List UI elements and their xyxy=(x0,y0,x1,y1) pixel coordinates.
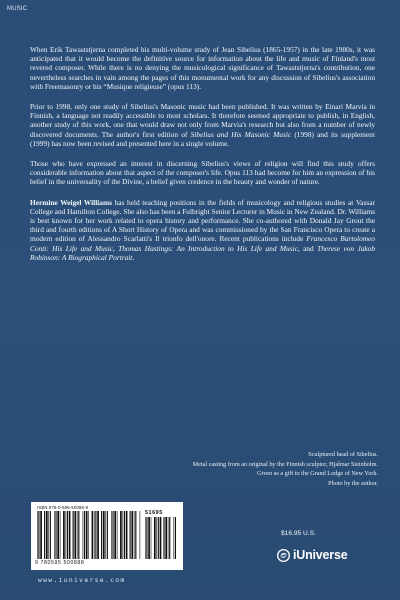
barcode-bar xyxy=(130,511,131,559)
barcode-bar xyxy=(168,517,169,559)
barcode-bar xyxy=(40,511,42,559)
caption-line: Photo by the author. xyxy=(328,479,378,487)
barcode-bar xyxy=(67,511,68,559)
publisher-url: www.iuniverse.com xyxy=(38,576,126,584)
barcode-bar xyxy=(84,511,85,559)
author-bio: Hermine Weigel Williams has held teaching positions in the fields of musicology and religious studies at Vassar College and Hamilton College. She also has been a Fulbright Senior Lecturer in Music in New Zealand. Dr. Williams is best known for her work related to opera history and performance. She co-authored with Donald Jay Grout the third and fourth editions of A Short History of Opera and was commissioned by the San Francisco Opera to create a modern edition of Alessandro Scarlatti's Il trionfo dell'onore. Recent publications include Francesco Bartolomeo Conti: His Life and Music, Thomas Hastings: An Introduction to His Life and Music, and Therese von Jakob Robinson: A Biographical Portrait. xyxy=(30,197,376,262)
publication-title: Therese von Jakob Robinson: A Biographical Portrait xyxy=(30,243,376,262)
barcode-bar xyxy=(94,511,95,559)
addon-barcode-icon xyxy=(145,517,177,559)
paragraph-intro: When Erik Tawaststjerna completed his multi-volume study of Jean Sibelius (1865-1957) in the late 1980s, it was anticipated that it would become the definitive source for information about the life and music of Finland's most revered composer. While there is no denying the musicological significance of Tawaststjerna's contribution, one nevertheless searches in vain among the pages of this monumental work for any discussion of Sibelius's association with Freemasonry or his “Musique religieuse” (opus 113). xyxy=(30,45,375,91)
barcode-bar xyxy=(95,511,96,559)
barcode-bar xyxy=(117,511,118,559)
iuniverse-swirl-icon xyxy=(277,549,290,562)
caption-line: Given as a gift to the Grand Lodge of New York. xyxy=(257,470,378,478)
barcode-bar xyxy=(69,511,71,559)
description-text xyxy=(30,45,375,273)
barcode-bar xyxy=(146,517,147,559)
barcode-bar xyxy=(131,511,133,559)
barcode-bar xyxy=(73,511,74,559)
barcode-bar xyxy=(55,511,56,559)
paragraph-history: Prior to 1998, only one study of Sibelius's Masonic music had been published. It was written by Einari Marvia in Finnish, a language not readily accessible to most scholars. It therefore seemed appropriate to publish, in English, another study of this work, one that would draw not only from Marvia's research but also from a number of newly discovered documents. The author's first edition of Sibelius and His Masonic Music (1998) and its supplement (1999) has now been revised and presented here in a single volume. xyxy=(30,102,375,148)
barcode-bar xyxy=(160,517,162,559)
barcode-bar xyxy=(88,511,89,559)
barcode-bar xyxy=(151,517,152,559)
barcode-bar xyxy=(66,511,67,559)
barcode-bar xyxy=(60,511,61,559)
barcode-icon xyxy=(37,511,141,559)
barcode-bar xyxy=(124,511,125,559)
publisher-name: iUniverse xyxy=(293,548,348,562)
barcode-bar xyxy=(97,511,99,559)
paragraph-religion: Those who have expressed an interest in discerning Sibelius's views of religion will find this study offers considerable information about that aspect of the composer's life. Opus 113 had become for him an expression of his belief in the universality of the Divine, a belief given credence in the beauty and wonder of nature. xyxy=(30,159,375,187)
price-label: $16.95 U.S. xyxy=(281,530,316,537)
barcode-bar xyxy=(145,517,146,559)
barcode-bar xyxy=(44,511,45,559)
barcode-bar xyxy=(126,511,128,559)
publication-title: Francesco Bartolomeo Conti: His Life and Music xyxy=(30,234,375,253)
caption-line: Metal casting from an original by the Finnish sculptor, Hjalmar Steinholm. xyxy=(192,460,378,468)
barcode-bar xyxy=(123,511,124,559)
genre-label: MUSIC xyxy=(7,6,28,12)
barcode-bar xyxy=(120,511,122,559)
barcode-bar xyxy=(74,511,76,559)
barcode-digits: 9 780595 500888 xyxy=(35,560,85,566)
barcode-bar xyxy=(77,511,78,559)
barcode-bar xyxy=(54,511,55,559)
barcode-bar xyxy=(46,511,48,559)
publication-title: Thomas Hastings: An Introduction to His Life and Music xyxy=(118,243,298,253)
barcode-bar xyxy=(105,511,106,559)
publisher-logo xyxy=(277,548,347,562)
caption-line: Sculptured head of Sibelius. xyxy=(308,451,378,458)
barcode-bar xyxy=(158,517,159,559)
barcode-bar xyxy=(101,511,102,559)
barcode-bar xyxy=(148,517,150,559)
barcode-bar xyxy=(83,511,84,559)
barcode-bar xyxy=(135,511,136,559)
barcode-bar xyxy=(112,511,113,559)
barcode-bar xyxy=(165,517,167,559)
photo-caption xyxy=(188,450,378,488)
barcode-bar xyxy=(169,517,170,559)
barcode-bar xyxy=(57,511,59,559)
isbn-barcode xyxy=(31,502,183,570)
barcode-bar xyxy=(48,511,49,559)
author-name: Hermine Weigel Williams xyxy=(30,197,112,207)
price-code: 51695 xyxy=(145,510,163,516)
barcode-bar xyxy=(111,511,112,559)
barcode-bar xyxy=(154,517,156,559)
barcode-bar xyxy=(103,511,105,559)
barcode-bar xyxy=(114,511,116,559)
barcode-bar xyxy=(107,511,108,559)
isbn-label: ISBN 978-0-595-50088-8 xyxy=(37,505,89,510)
barcode-bar xyxy=(37,511,38,559)
barcode-bar xyxy=(156,517,157,559)
barcode-bar xyxy=(174,517,175,559)
barcode-bar xyxy=(163,517,164,559)
barcode-bar xyxy=(63,511,65,559)
barcode-bar xyxy=(38,511,39,559)
book-title: Sibelius and His Masonic Music xyxy=(190,129,292,139)
barcode-bar xyxy=(92,511,94,559)
barcode-bar xyxy=(50,511,51,559)
barcode-bar xyxy=(86,511,88,559)
barcode-bar xyxy=(78,511,79,559)
barcode-bar xyxy=(175,517,176,559)
barcode-bar xyxy=(140,511,141,559)
barcode-bar xyxy=(134,511,135,559)
